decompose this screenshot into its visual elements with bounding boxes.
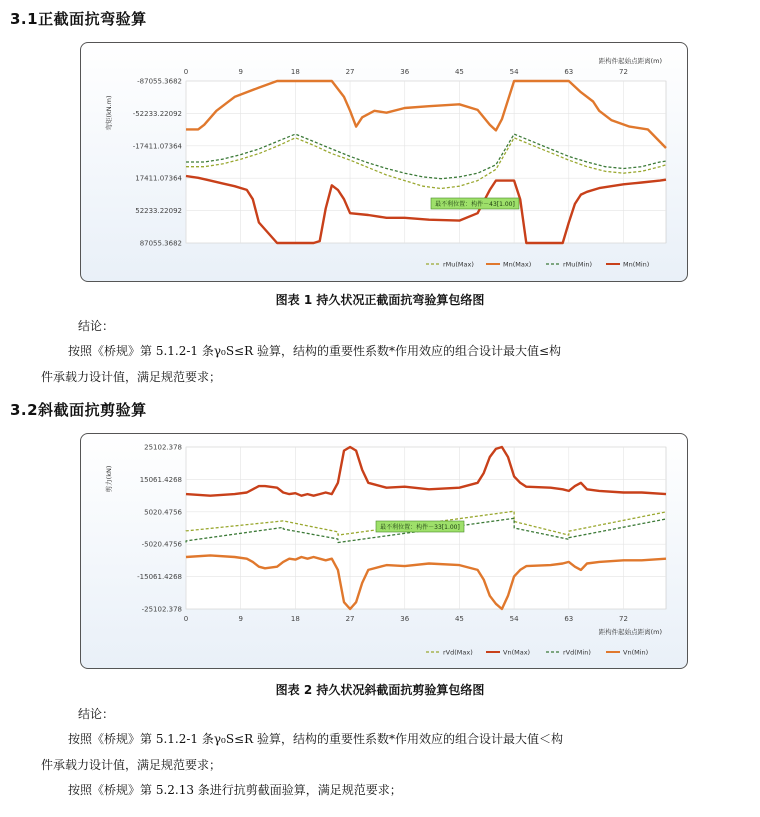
y-axis-label: 剪力(kN) bbox=[105, 465, 113, 493]
x-axis-label: 距构件起始点距离(m) bbox=[598, 628, 662, 636]
y-tick-label: -25102.378 bbox=[141, 605, 182, 614]
x-tick-label: 0 bbox=[183, 68, 189, 76]
x-tick-label: 45 bbox=[454, 615, 464, 623]
x-tick-label: 72 bbox=[619, 615, 628, 623]
annotation-text: 最不利位置：构件－43[1.00] bbox=[435, 201, 515, 208]
legend-item bbox=[546, 261, 592, 269]
chart-shear-svg bbox=[81, 434, 687, 668]
legend-label: Mn(Min) bbox=[623, 260, 650, 269]
legend-label: rVd(Max) bbox=[443, 648, 473, 657]
y-tick-label: 25102.378 bbox=[144, 443, 182, 452]
x-tick-label: 18 bbox=[290, 68, 300, 76]
conclusion-text-line: 按照《桥规》第 5.2.13 条进行抗剪截面验算，满足规范要求； bbox=[68, 783, 402, 797]
worst-position-annotation bbox=[431, 198, 519, 209]
x-tick-label: 27 bbox=[345, 68, 355, 76]
y-tick-label: 87055.3682 bbox=[139, 239, 182, 248]
x-axis-label: 距构件起始点距离(m) bbox=[598, 57, 662, 65]
x-tick-label: 72 bbox=[619, 68, 628, 76]
legend-label: Vn(Max) bbox=[503, 648, 531, 657]
section-heading-bending: 3.1正截面抗弯验算 bbox=[10, 10, 147, 28]
y-tick-label: -15061.4268 bbox=[137, 573, 182, 582]
x-tick-label: 36 bbox=[400, 68, 410, 76]
x-tick-label: 45 bbox=[454, 68, 464, 76]
x-tick-label: 36 bbox=[400, 615, 410, 623]
chart-shear-envelope bbox=[80, 433, 688, 669]
x-tick-label: 54 bbox=[509, 615, 519, 623]
chart-bending-svg bbox=[81, 43, 687, 281]
legend-item bbox=[426, 649, 473, 657]
y-tick-label: 17411.07364 bbox=[135, 174, 182, 183]
conclusion-label: 结论： bbox=[78, 319, 115, 333]
y-tick-label: 15061.4268 bbox=[139, 475, 182, 484]
y-tick-label: 5020.4756 bbox=[144, 508, 182, 517]
figure-caption-bending: 图表 1 持久状况正截面抗弯验算包络图 bbox=[275, 293, 485, 307]
annotation-text: 最不利位置：构件－33[1.00] bbox=[380, 524, 460, 531]
legend-item bbox=[606, 261, 649, 269]
legend-label: rMu(Max) bbox=[443, 260, 474, 269]
legend-label: Vn(Min) bbox=[623, 648, 649, 657]
y-tick-label: -5020.4756 bbox=[141, 540, 182, 549]
x-tick-label: 18 bbox=[290, 615, 300, 623]
legend-label: rMu(Min) bbox=[563, 260, 593, 269]
conclusion-label: 结论： bbox=[78, 707, 115, 721]
x-tick-label: 9 bbox=[238, 615, 243, 623]
conclusion-text-line: 件承载力设计值，满足规范要求； bbox=[41, 758, 222, 772]
legend-item bbox=[606, 649, 648, 657]
x-tick-label: 0 bbox=[183, 615, 189, 623]
x-tick-label: 63 bbox=[564, 68, 574, 76]
x-tick-label: 54 bbox=[509, 68, 519, 76]
legend-label: rVd(Min) bbox=[563, 648, 591, 657]
legend-item bbox=[486, 261, 531, 269]
y-tick-label: -17411.07364 bbox=[132, 142, 182, 151]
legend-label: Mn(Max) bbox=[503, 260, 532, 269]
legend-item bbox=[546, 649, 591, 657]
y-tick-label: 52233.22092 bbox=[135, 207, 182, 216]
chart-bending-envelope bbox=[80, 42, 688, 282]
x-tick-label: 63 bbox=[564, 615, 574, 623]
legend-item bbox=[426, 261, 474, 269]
section-heading-shear: 3.2斜截面抗剪验算 bbox=[10, 401, 147, 419]
y-tick-label: -52233.22092 bbox=[132, 109, 182, 118]
legend-item bbox=[486, 649, 530, 657]
y-axis-label: 弯矩(kN.m) bbox=[105, 95, 113, 131]
conclusion-text-line: 按照《桥规》第 5.1.2-1 条γ₀S≤R 验算，结构的重要性系数*作用效应的组合设计最大值＜构 bbox=[68, 732, 563, 746]
conclusion-text-line: 件承载力设计值，满足规范要求； bbox=[41, 370, 222, 384]
figure-caption-shear: 图表 2 持久状况斜截面抗剪验算包络图 bbox=[275, 683, 485, 697]
worst-position-annotation bbox=[376, 521, 464, 532]
y-tick-label: -87055.3682 bbox=[137, 77, 182, 86]
conclusion-text-line: 按照《桥规》第 5.1.2-1 条γ₀S≤R 验算，结构的重要性系数*作用效应的组合设计最大值≤构 bbox=[68, 344, 562, 358]
x-tick-label: 9 bbox=[238, 68, 243, 76]
x-tick-label: 27 bbox=[345, 615, 355, 623]
